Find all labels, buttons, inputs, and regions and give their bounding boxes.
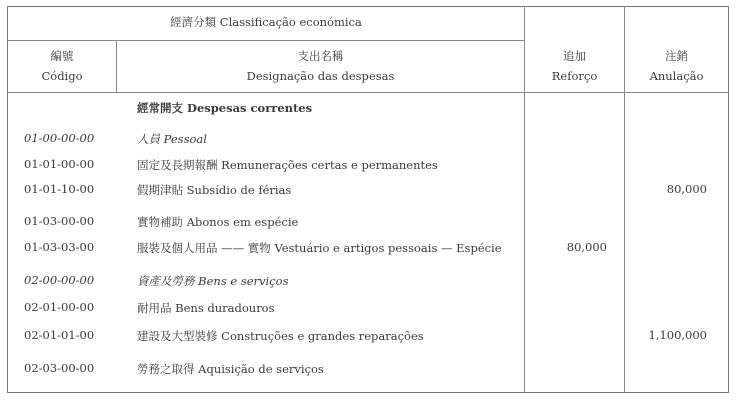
header-code-pt: Código <box>41 69 83 83</box>
row-anulacao-value: 1,100,000 <box>648 328 707 342</box>
header-reforco-pt: Reforço <box>551 69 598 83</box>
row-designation: 固定及長期報酬 Remunerações certas e permanentes <box>137 158 438 172</box>
row-designation: 耐用品 Bens duradouros <box>137 301 275 315</box>
header-code-zh: 編號 <box>50 49 74 63</box>
row-code: 02-03-00-00 <box>24 361 95 375</box>
row-code: 01-01-10-00 <box>24 182 95 196</box>
group-title: 經濟分類 Classificação económica <box>170 15 362 29</box>
row-code: 01-03-00-00 <box>24 214 95 228</box>
header-reforco-zh: 追加 <box>563 49 586 63</box>
header-anulacao-zh: 注銷 <box>665 49 688 63</box>
group-title-divider <box>8 40 524 41</box>
header-reforco <box>525 46 624 86</box>
row-code: 01-00-00-00 <box>24 131 95 145</box>
row-designation: 假期津貼 Subsídio de férias <box>137 183 292 197</box>
header-code <box>8 46 116 86</box>
row-code: 01-01-00-00 <box>24 157 95 171</box>
header-anulacao <box>625 46 728 86</box>
row-code: 02-01-00-00 <box>24 300 95 314</box>
row-designation: 經常開支 Despesas correntes <box>137 101 313 115</box>
row-designation: 人員 Pessoal <box>137 132 207 146</box>
header-designation-zh: 支出名稱 <box>297 49 344 63</box>
header-bottom-divider <box>8 92 728 93</box>
row-designation: 資產及勞務 Bens e serviços <box>137 274 289 288</box>
header-designation <box>117 46 524 86</box>
row-designation: 勞務之取得 Aquisição de serviços <box>137 362 324 376</box>
header-designation-pt: Designação das despesas <box>246 69 395 83</box>
row-code: 01-03-03-00 <box>24 240 95 254</box>
row-code: 02-00-00-00 <box>24 273 95 287</box>
row-code: 02-01-01-00 <box>24 328 95 342</box>
row-designation: 服裝及個人用品 —— 實物 Vestuário e artigos pessoais — Espécie <box>137 241 502 255</box>
header-anulacao-pt: Anulação <box>649 69 704 83</box>
row-designation: 實物補助 Abonos em espécie <box>137 215 299 229</box>
row-anulacao-value: 80,000 <box>666 182 707 196</box>
row-designation: 建設及大型裝修 Construções e grandes reparações <box>137 329 424 343</box>
row-reforco-value: 80,000 <box>566 240 607 254</box>
